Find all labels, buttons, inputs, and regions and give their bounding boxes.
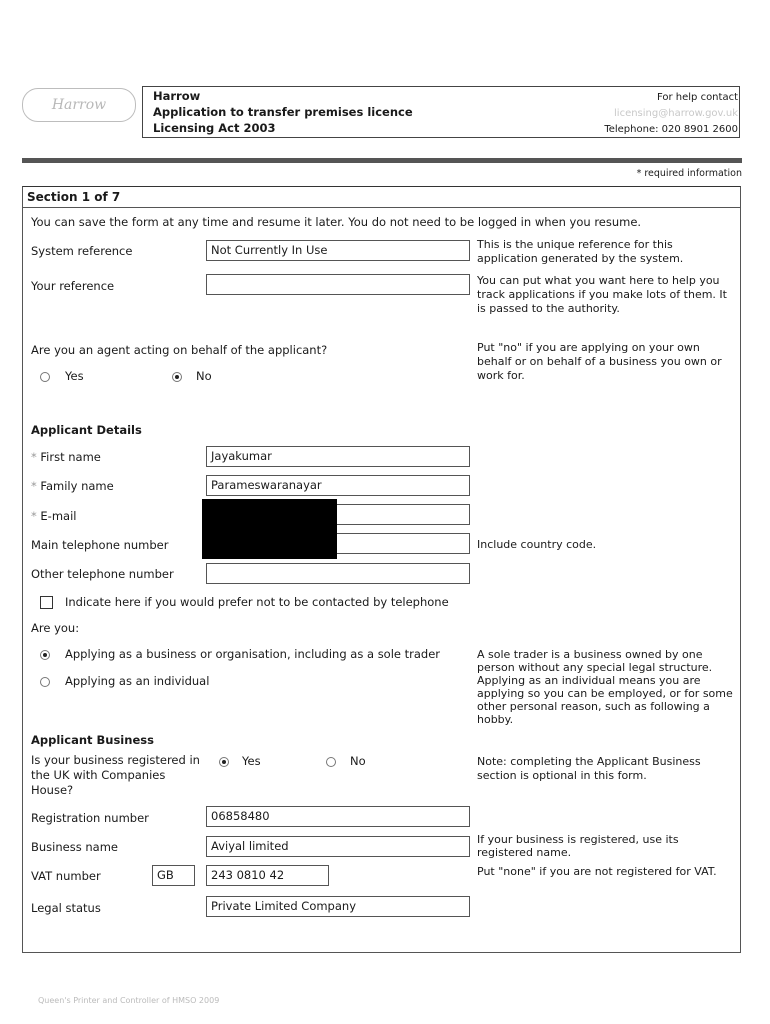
your-reference-label: Your reference — [31, 279, 115, 293]
system-reference-label: System reference — [31, 244, 133, 258]
no-phone-contact-label: Indicate here if you would prefer not to be contacted by telephone — [65, 595, 449, 609]
main-phone-help: Include country code. — [477, 538, 597, 551]
registered-question: Is your business registered in the UK with Companies House? — [31, 753, 200, 797]
agent-yes-label: Yes — [65, 369, 84, 383]
first-name-input[interactable]: Jayakumar — [206, 446, 470, 467]
legal-status-label: Legal status — [31, 901, 101, 915]
business-name-label: Business name — [31, 840, 118, 854]
form-title: Application to transfer premises licence — [153, 105, 413, 119]
required-note: * required information — [636, 168, 742, 179]
registered-no-label: No — [350, 754, 366, 768]
legal-status-select[interactable]: Private Limited Company — [206, 896, 470, 917]
applicant-individual-radio[interactable] — [40, 676, 50, 690]
family-name-label: * Family name — [31, 479, 114, 493]
registered-yes-radio[interactable] — [219, 756, 229, 770]
other-phone-input[interactable] — [206, 563, 470, 584]
harrow-logo: Harrow — [22, 88, 136, 122]
agent-question: Are you an agent acting on behalf of the applicant? — [31, 343, 328, 357]
applicant-business-radio[interactable] — [40, 649, 50, 663]
first-name-label: * First name — [31, 450, 101, 464]
vat-prefix-input[interactable]: GB — [152, 865, 195, 886]
section-intro: You can save the form at any time and resume it later. You do not need to be logged in when you resume. — [31, 215, 642, 229]
vat-number-label: VAT number — [31, 869, 101, 883]
agent-yes-radio[interactable] — [40, 371, 50, 385]
registered-yes-label: Yes — [242, 754, 261, 768]
agent-help: Put "no" if you are applying on your own behalf or on behalf of a business you own or work for. — [477, 341, 722, 382]
business-optional-note: Note: completing the Applicant Business section is optional in this form. — [477, 755, 701, 782]
applicant-details-heading: Applicant Details — [31, 423, 142, 437]
section-title: Section 1 of 7 — [27, 190, 121, 204]
main-phone-label: Main telephone number — [31, 538, 169, 552]
footer-copyright: Queen's Printer and Controller of HMSO 2009 — [38, 996, 220, 1005]
agent-no-radio[interactable] — [172, 371, 182, 385]
header-divider — [22, 158, 742, 163]
registration-number-label: Registration number — [31, 811, 149, 825]
applicant-individual-label: Applying as an individual — [65, 674, 210, 688]
help-email-link[interactable]: licensing@harrow.gov.uk — [614, 108, 738, 119]
system-reference-input[interactable]: Not Currently In Use — [206, 240, 470, 261]
authority-name: Harrow — [153, 89, 201, 103]
business-name-input[interactable]: Aviyal limited — [206, 836, 470, 857]
email-label: * E-mail — [31, 509, 77, 523]
help-telephone: Telephone: 020 8901 2600 — [604, 124, 738, 135]
help-label: For help contact — [656, 92, 738, 103]
other-phone-label: Other telephone number — [31, 567, 174, 581]
registered-no-radio[interactable] — [326, 756, 336, 770]
section-header — [22, 186, 741, 208]
your-reference-help: You can put what you want here to help you track applications if you make lots of them. It is passed to the authority. — [477, 274, 727, 315]
redaction-block — [202, 499, 337, 559]
business-name-help: If your business is registered, use its registered name. — [477, 833, 679, 859]
vat-help: Put "none" if you are not registered for VAT. — [477, 865, 717, 878]
no-phone-contact-checkbox[interactable] — [40, 596, 53, 609]
applicant-type-help: A sole trader is a business owned by one person without any special legal structure. Applying as an individual means you are applying so you can be employed, or for some other personal reason, such as following a hobby. — [477, 648, 733, 726]
vat-number-input[interactable]: 243 0810 42 — [206, 865, 329, 886]
your-reference-input[interactable] — [206, 274, 470, 295]
applicant-business-label: Applying as a business or organisation, including as a sole trader — [65, 647, 441, 661]
act-title: Licensing Act 2003 — [153, 121, 276, 135]
agent-no-label: No — [196, 369, 212, 383]
are-you-label: Are you: — [31, 621, 80, 635]
applicant-business-heading: Applicant Business — [31, 733, 154, 747]
family-name-input[interactable]: Parameswaranayar — [206, 475, 470, 496]
system-reference-help: This is the unique reference for this application generated by the system. — [477, 238, 684, 265]
registration-number-input[interactable]: 06858480 — [206, 806, 470, 827]
